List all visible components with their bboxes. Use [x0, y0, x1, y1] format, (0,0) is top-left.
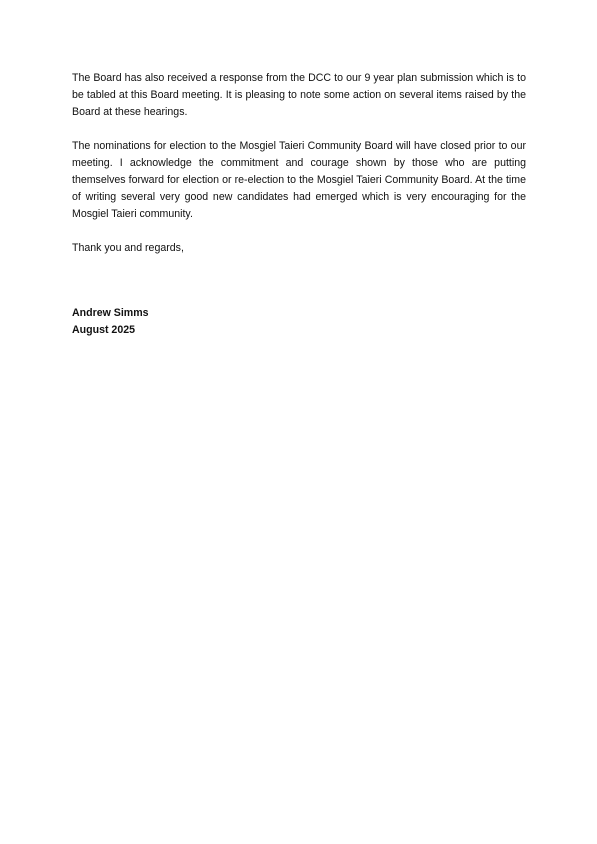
paragraph-nominations: The nominations for election to the Mosgiel Taieri Community Board will have closed prior to our meeting. I acknowledge the commitment and courage shown by those who are putting themselves forward for election or re-election to the Mosgiel Taieri Community Board. At the time of writing several very good new candidates had emerged which is very encouraging for the Mosgiel Taieri community. — [72, 140, 526, 220]
signature-date: August 2025 — [72, 324, 135, 336]
document-page — [72, 70, 526, 339]
paragraph-dcc-response: The Board has also received a response from the DCC to our 9 year plan submission which is to be tabled at this Board meeting. It is pleasing to note some action on several items raised by the Board at these hearings. — [72, 72, 526, 118]
signature-block — [72, 305, 526, 339]
closing-line: Thank you and regards, — [72, 242, 184, 254]
signatory-name: Andrew Simms — [72, 307, 149, 319]
